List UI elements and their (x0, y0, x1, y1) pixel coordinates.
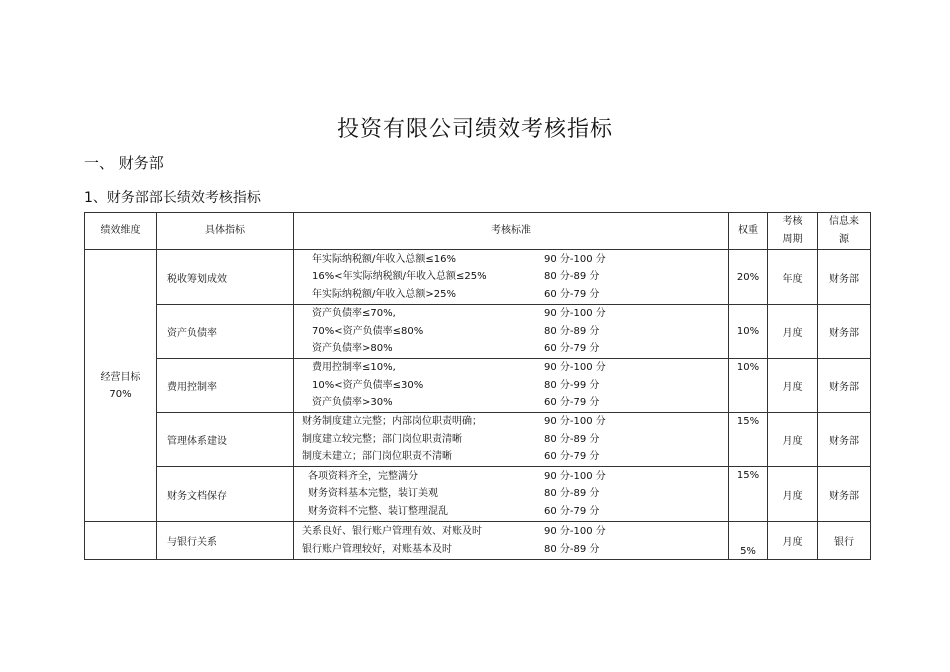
source-cell: 银行 (818, 522, 871, 560)
criteria-line (294, 523, 728, 541)
criteria-cell (294, 413, 729, 467)
criteria-text: 资产负债率>80% (312, 343, 393, 355)
weight-cell: 20% (729, 250, 768, 305)
weight-cell: 10% (729, 359, 768, 413)
criteria-line (294, 468, 728, 486)
criteria-score: 60 分-79 分 (544, 343, 600, 355)
weight-cell: 10% (729, 305, 768, 359)
criteria-line (294, 394, 728, 412)
criteria-score: 80 分-89 分 (544, 271, 600, 283)
header-dimension: 绩效维度 (85, 213, 157, 250)
criteria-score: 60 分-79 分 (544, 397, 600, 409)
period-cell: 月度 (768, 413, 818, 467)
criteria-score: 60 分-79 分 (544, 505, 600, 517)
period-cell: 月度 (768, 305, 818, 359)
criteria-text: 制度未建立；部门岗位职责不清晰 (302, 451, 452, 463)
criteria-line (294, 431, 728, 449)
source-cell: 财务部 (818, 250, 871, 305)
source-cell: 财务部 (818, 413, 871, 467)
header-weight: 权重 (729, 213, 768, 250)
header-criteria: 考核标准 (294, 213, 729, 250)
header-period: 考核周期 (768, 213, 818, 250)
criteria-text: 各项资料齐全，完整满分 (308, 470, 418, 482)
subsection-heading: 1、财务部部长绩效考核指标 (84, 190, 261, 206)
criteria-text: 费用控制率≤10%, (312, 362, 396, 374)
criteria-text: 财务资料不完整、装订整理混乱 (308, 505, 448, 517)
table-row (85, 413, 871, 467)
criteria-line (294, 485, 728, 503)
criteria-score: 90 分-100 分 (544, 253, 606, 265)
period-cell: 月度 (768, 467, 818, 522)
dimension-cell (85, 250, 157, 522)
indicator-cell: 税收筹划成效 (157, 250, 294, 305)
header-source: 信息来源 (818, 213, 871, 250)
indicator-cell: 管理体系建设 (157, 413, 294, 467)
table-row (85, 305, 871, 359)
criteria-score: 90 分-100 分 (544, 308, 606, 320)
criteria-text: 财务资料基本完整，装订美观 (308, 488, 438, 500)
kpi-table (84, 212, 871, 560)
criteria-text: 银行账户管理较好，对账基本及时 (302, 543, 452, 555)
criteria-text: 制度建立较完整；部门岗位职责清晰 (302, 433, 462, 445)
source-cell: 财务部 (818, 359, 871, 413)
criteria-text: 16%<年实际纳税额/年收入总额≤25% (312, 271, 487, 283)
criteria-line (294, 268, 728, 286)
period-cell: 月度 (768, 359, 818, 413)
criteria-line (294, 377, 728, 395)
weight-cell: 5% (729, 522, 768, 560)
criteria-text: 70%<资产负债率≤80% (312, 325, 424, 337)
criteria-score: 80 分-89 分 (544, 325, 600, 337)
criteria-line (294, 323, 728, 341)
criteria-line (294, 541, 728, 559)
criteria-cell (294, 305, 729, 359)
indicator-cell: 资产负债率 (157, 305, 294, 359)
criteria-text: 资产负债率≤70%, (312, 308, 396, 320)
criteria-line (294, 305, 728, 323)
criteria-score: 60 分-79 分 (544, 288, 600, 300)
weight-cell: 15% (729, 413, 768, 467)
criteria-text: 财务制度建立完整；内部岗位职责明确； (302, 416, 482, 428)
criteria-text: 关系良好、银行账户管理有效、对账及时 (302, 526, 482, 537)
dimension-weight: 70% (109, 388, 132, 400)
criteria-score: 80 分-89 分 (544, 543, 600, 555)
criteria-score: 90 分-100 分 (544, 416, 606, 428)
header-indicator: 具体指标 (157, 213, 294, 250)
table-header-row (85, 213, 871, 250)
criteria-text: 10%<资产负债率≤30% (312, 379, 424, 391)
criteria-score: 90 分-100 分 (544, 470, 606, 482)
period-cell: 年度 (768, 250, 818, 305)
table-row (85, 467, 871, 522)
criteria-text: 资产负债率>30% (312, 397, 393, 409)
table-row (85, 359, 871, 413)
dimension-cell-empty (85, 522, 157, 560)
criteria-line (294, 359, 728, 377)
criteria-line (294, 286, 728, 304)
criteria-score: 80 分-89 分 (544, 433, 600, 445)
criteria-score: 80 分-99 分 (544, 379, 600, 391)
criteria-line (294, 448, 728, 466)
table-row (85, 250, 871, 305)
section-heading: 一、 财务部 (84, 154, 164, 172)
criteria-cell (294, 359, 729, 413)
weight-cell: 15% (729, 467, 768, 522)
document-title: 投资有限公司绩效考核指标 (336, 117, 613, 142)
indicator-cell: 财务文档保存 (157, 467, 294, 522)
criteria-cell (294, 467, 729, 522)
period-cell: 月度 (768, 522, 818, 560)
indicator-cell: 与银行关系 (157, 522, 294, 560)
criteria-score: 90 分-100 分 (544, 526, 606, 537)
table-row (85, 522, 871, 560)
source-cell: 财务部 (818, 467, 871, 522)
criteria-score: 60 分-79 分 (544, 451, 600, 463)
criteria-text: 年实际纳税额/年收入总额≤16% (312, 253, 456, 265)
criteria-score: 80 分-89 分 (544, 488, 600, 500)
criteria-line (294, 413, 728, 431)
criteria-score: 90 分-100 分 (544, 362, 606, 374)
criteria-line (294, 340, 728, 358)
criteria-text: 年实际纳税额/年收入总额>25% (312, 288, 456, 300)
criteria-line (294, 503, 728, 521)
criteria-cell (294, 522, 729, 560)
criteria-cell (294, 250, 729, 305)
source-cell: 财务部 (818, 305, 871, 359)
indicator-cell: 费用控制率 (157, 359, 294, 413)
criteria-line (294, 251, 728, 269)
dimension-name: 经营目标 (100, 371, 141, 383)
